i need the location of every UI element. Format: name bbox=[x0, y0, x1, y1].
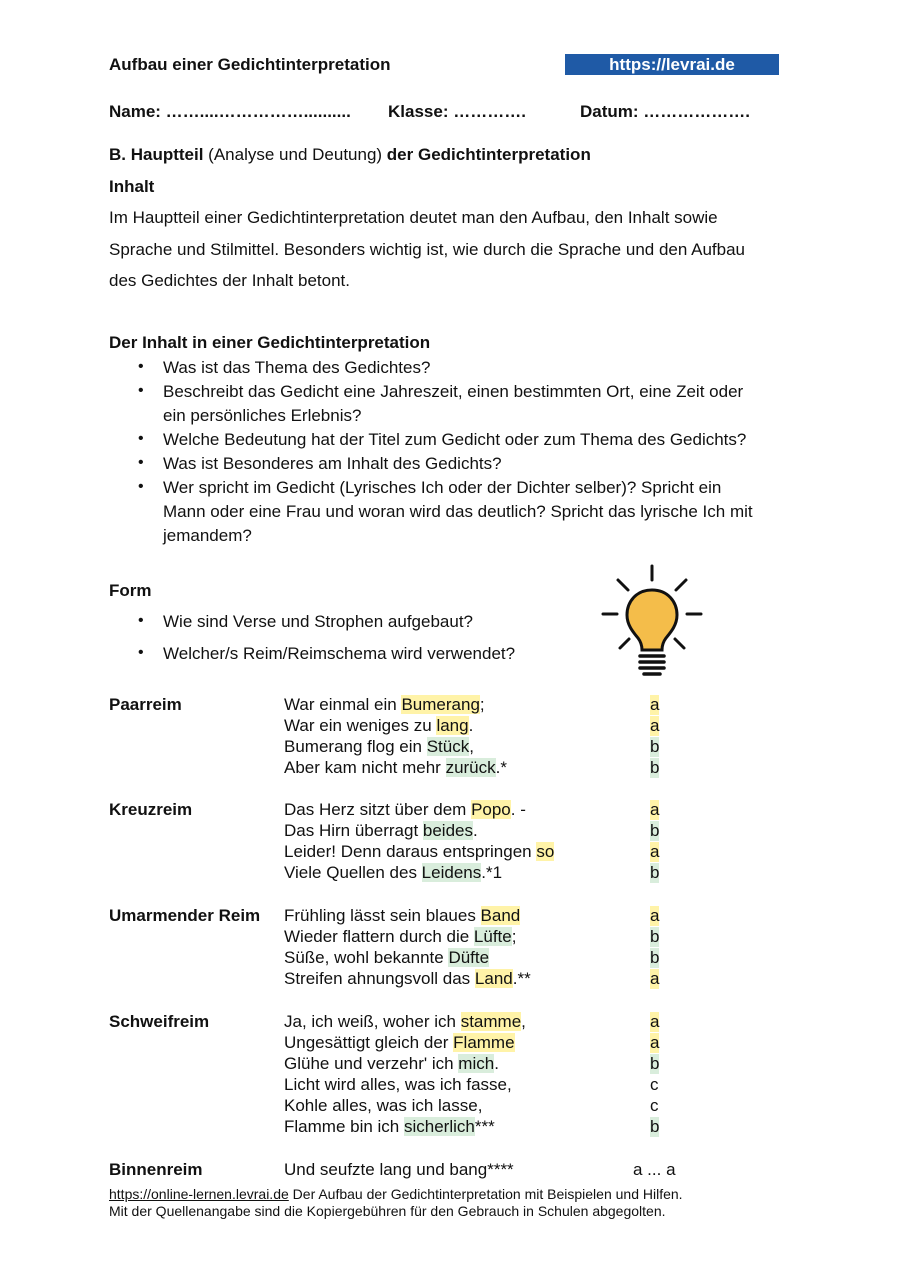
rhyme-label-binnenreim: Binnenreim bbox=[109, 1160, 203, 1179]
rhyme-word: Lüfte bbox=[473, 927, 512, 946]
rhyme-word: Leidens bbox=[421, 863, 482, 882]
inhalt-bullet-line: Beschreibt das Gedicht eine Jahreszeit, einen bestimmten Ort, eine Zeit oder bbox=[163, 382, 744, 401]
verse-suffix: .* bbox=[495, 758, 507, 777]
rhyme-verse bbox=[284, 737, 474, 757]
rhyme-word: zurück bbox=[445, 758, 496, 777]
rhyme-word: Stück bbox=[426, 737, 470, 756]
inhalt-bullet-line: Welche Bedeutung hat der Titel zum Gedicht oder zum Thema des Gedichts? bbox=[163, 430, 747, 449]
section-title bbox=[109, 145, 591, 165]
rhyme-letter: b bbox=[650, 1054, 660, 1073]
section-subtitle: Inhalt bbox=[109, 177, 155, 196]
verse-text: Ja, ich weiß, woher ich bbox=[284, 1012, 461, 1031]
verse-text: Bumerang flog ein bbox=[284, 737, 427, 756]
rhyme-word: Flamme bbox=[453, 1033, 515, 1052]
rhyme-letter: a bbox=[650, 716, 660, 735]
inhalt-bullet-line: ein persönliches Erlebnis? bbox=[163, 406, 362, 425]
datum-field: Datum: ………………. bbox=[580, 102, 750, 121]
rhyme-word: stamme bbox=[460, 1012, 522, 1031]
form-bullet-1: Wie sind Verse und Strophen aufgebaut? bbox=[163, 612, 473, 631]
bullet-dot: • bbox=[138, 454, 144, 471]
rhyme-letter: a bbox=[650, 969, 660, 988]
rhyme-letter: a bbox=[650, 906, 660, 925]
verse-suffix: .** bbox=[512, 969, 531, 988]
verse-suffix: . - bbox=[510, 800, 526, 819]
verse-suffix: . bbox=[494, 1054, 499, 1073]
rhyme-verse bbox=[284, 927, 516, 947]
rhyme-word: mich bbox=[458, 1054, 495, 1073]
rhyme-letter: b bbox=[650, 737, 660, 756]
inhalt-bullet-line: Mann oder eine Frau und woran wird das deutlich? Spricht das lyrische Ich mit bbox=[163, 502, 753, 521]
bullet-dot: • bbox=[138, 430, 144, 447]
rhyme-letter: c bbox=[650, 1096, 659, 1115]
verse-text: Aber kam nicht mehr bbox=[284, 758, 446, 777]
rhyme-label: Umarmender Reim bbox=[109, 906, 261, 925]
binnenreim-letter: a ... a bbox=[633, 1160, 676, 1179]
rhyme-label: Kreuzreim bbox=[109, 800, 193, 819]
verse-suffix: . bbox=[473, 821, 478, 840]
rhyme-verse bbox=[284, 1075, 512, 1095]
rhyme-word: Düfte bbox=[448, 948, 490, 967]
rhyme-letter: b bbox=[650, 948, 660, 967]
bullet-dot: • bbox=[138, 358, 144, 375]
rhyme-verse bbox=[284, 695, 485, 715]
section-title-part1: B. Hauptteil bbox=[109, 145, 204, 164]
verse-text: War einmal ein bbox=[284, 695, 402, 714]
rhyme-letter: b bbox=[650, 927, 660, 946]
verse-text: Das Herz sitzt über dem bbox=[284, 800, 472, 819]
footer-link[interactable]: https://online-lernen.levrai.de bbox=[109, 1186, 289, 1202]
inhalt-bullet-line: Wer spricht im Gedicht (Lyrisches Ich oder der Dichter selber)? Spricht ein bbox=[163, 478, 722, 497]
verse-text: Wieder flattern durch die bbox=[284, 927, 474, 946]
verse-text: Süße, wohl bekannte bbox=[284, 948, 449, 967]
bullet-dot: • bbox=[138, 612, 144, 629]
rhyme-verse bbox=[284, 1096, 482, 1116]
rhyme-letter: a bbox=[650, 695, 660, 714]
rhyme-letter: c bbox=[650, 1075, 659, 1094]
rhyme-verse bbox=[284, 800, 526, 820]
verse-suffix: ; bbox=[479, 695, 485, 714]
rhyme-verse bbox=[284, 716, 473, 736]
rhyme-verse bbox=[284, 863, 502, 883]
rhyme-verse bbox=[284, 1117, 495, 1137]
rhyme-letter: a bbox=[650, 800, 660, 819]
rhyme-verse bbox=[284, 906, 520, 926]
rhyme-letter: b bbox=[650, 863, 660, 882]
inhalt-heading: Der Inhalt in einer Gedichtinterpretation bbox=[109, 333, 431, 352]
verse-text: Streifen ahnungsvoll das bbox=[284, 969, 475, 988]
rhyme-verse bbox=[284, 758, 507, 778]
bullet-dot: • bbox=[138, 644, 144, 661]
rhyme-verse bbox=[284, 821, 478, 841]
section-title-part2: (Analyse und Deutung) bbox=[203, 145, 387, 164]
rhyme-word: Land bbox=[474, 969, 513, 988]
form-bullet-2: Welcher/s Reim/Reimschema wird verwendet? bbox=[163, 644, 516, 663]
rhyme-label: Paarreim bbox=[109, 695, 182, 714]
inhalt-bullet-line: Was ist das Thema des Gedichtes? bbox=[163, 358, 431, 377]
verse-text: Ungesättigt gleich der bbox=[284, 1033, 454, 1052]
verse-text: Leider! Denn daraus entspringen bbox=[284, 842, 537, 861]
rhyme-letter: b bbox=[650, 758, 660, 777]
rhyme-letter: a bbox=[650, 1033, 660, 1052]
verse-text: Das Hirn überragt bbox=[284, 821, 423, 840]
header-url-badge[interactable]: https://levrai.de bbox=[565, 54, 779, 75]
intro-line-3: des Gedichtes der Inhalt betont. bbox=[109, 271, 350, 290]
rhyme-word: Band bbox=[480, 906, 521, 925]
name-field: Name: ……....…………….......... bbox=[109, 102, 351, 121]
rhyme-letter: b bbox=[650, 1117, 660, 1136]
rhyme-verse bbox=[284, 1054, 499, 1074]
rhyme-word: beides bbox=[422, 821, 473, 840]
verse-text: Frühling lässt sein blaues bbox=[284, 906, 481, 925]
inhalt-bullet-line: Was ist Besonderes am Inhalt des Gedichts? bbox=[163, 454, 502, 473]
verse-suffix: .*1 bbox=[481, 863, 503, 882]
rhyme-word: lang bbox=[436, 716, 469, 735]
rhyme-letter: a bbox=[650, 1012, 660, 1031]
rhyme-verse bbox=[284, 948, 489, 968]
form-heading: Form bbox=[109, 581, 152, 600]
verse-text: Flamme bin ich bbox=[284, 1117, 404, 1136]
klasse-field: Klasse: …………. bbox=[388, 102, 526, 121]
verse-text: War ein weniges zu bbox=[284, 716, 437, 735]
verse-suffix: , bbox=[469, 737, 474, 756]
verse-suffix: *** bbox=[474, 1117, 495, 1136]
lightbulb-icon bbox=[600, 562, 704, 678]
rhyme-letter: a bbox=[650, 842, 660, 861]
verse-suffix: . bbox=[468, 716, 474, 735]
rhyme-word: so bbox=[536, 842, 555, 861]
verse-text: Kohle alles, was ich lasse, bbox=[284, 1096, 483, 1115]
page-title: Aufbau einer Gedichtinterpretation bbox=[109, 55, 391, 74]
rhyme-label: Schweifreim bbox=[109, 1012, 210, 1031]
rhyme-verse bbox=[284, 1012, 526, 1032]
rhyme-verse bbox=[284, 1033, 515, 1053]
verse-text: Glühe und verzehr' ich bbox=[284, 1054, 459, 1073]
footer-line-1 bbox=[109, 1186, 683, 1202]
intro-line-1: Im Hauptteil einer Gedichtinterpretation deutet man den Aufbau, den Inhalt sowie bbox=[109, 208, 718, 227]
binnenreim-line: Und seufzte lang und bang**** bbox=[284, 1160, 514, 1179]
rhyme-verse bbox=[284, 969, 531, 989]
verse-text: Licht wird alles, was ich fasse, bbox=[284, 1075, 512, 1094]
footer-text: Der Aufbau der Gedichtinterpretation mit Beispielen und Hilfen. bbox=[288, 1186, 683, 1202]
section-title-part3: der Gedichtinterpretation bbox=[386, 145, 591, 164]
intro-line-2: Sprache und Stilmittel. Besonders wichtig ist, wie durch die Sprache und den Aufbau bbox=[109, 240, 745, 259]
inhalt-bullet-line: jemandem? bbox=[163, 526, 252, 545]
rhyme-verse bbox=[284, 842, 554, 862]
rhyme-word: Bumerang bbox=[401, 695, 480, 714]
bullet-dot: • bbox=[138, 478, 144, 495]
rhyme-letter: b bbox=[650, 821, 660, 840]
footer-line-2: Mit der Quellenangabe sind die Kopiergebühren für den Gebrauch in Schulen abgegolten. bbox=[109, 1203, 666, 1219]
verse-suffix: , bbox=[521, 1012, 526, 1031]
verse-suffix: ; bbox=[511, 927, 517, 946]
rhyme-word: Popo bbox=[471, 800, 511, 819]
verse-text: Viele Quellen des bbox=[284, 863, 422, 882]
rhyme-word: sicherlich bbox=[403, 1117, 475, 1136]
bullet-dot: • bbox=[138, 382, 144, 399]
